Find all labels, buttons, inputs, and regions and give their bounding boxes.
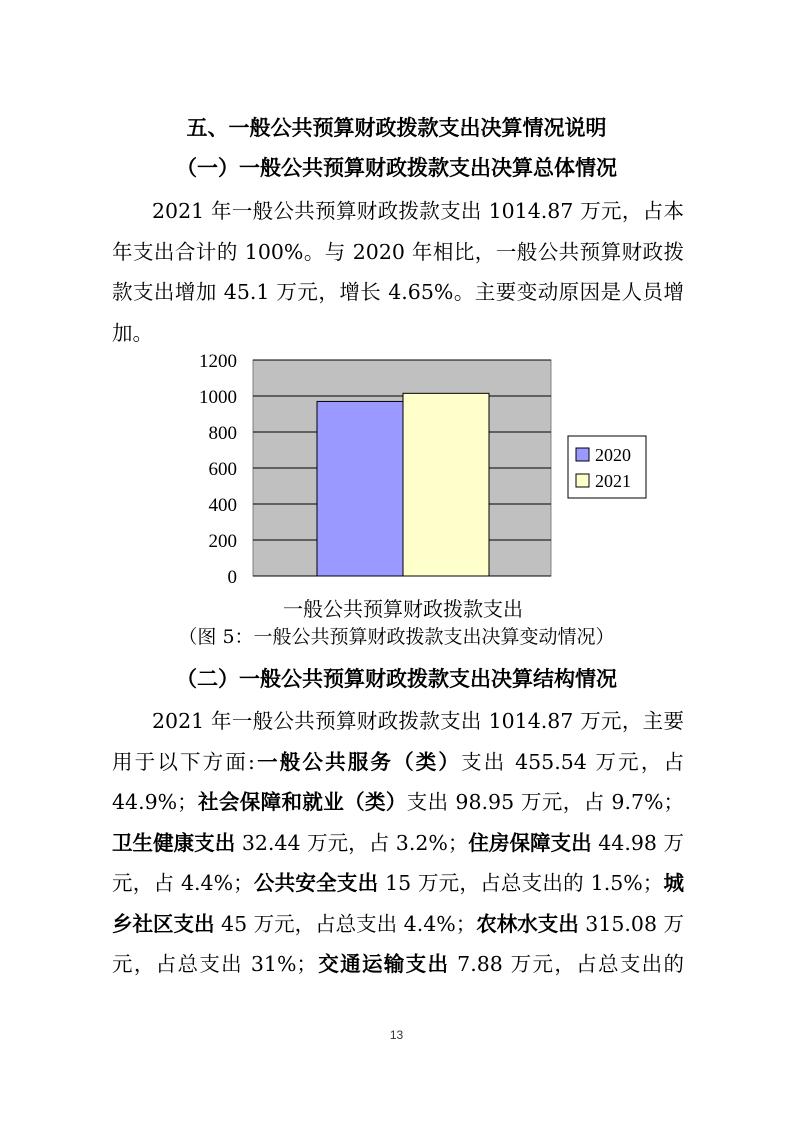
legend-label: 2021 [595,471,631,491]
subsection-title-overall: （一）一般公共预算财政拨款支出决算总体情况 [176,155,617,180]
paragraph-line [112,782,684,823]
section-title: 五、一般公共预算财政拨款支出决算情况说明 [186,115,607,140]
paragraph-line [112,944,684,985]
y-tick-label: 800 [208,423,237,444]
subsection-title-structure: （二）一般公共预算财政拨款支出决算结构情况 [176,666,617,691]
paragraph-line: 加。 [112,320,153,345]
paragraph-line [112,904,684,945]
text-run: 元，占 4.4%； [112,871,254,895]
text-run: 45 万元，占总支出 4.4%； [214,911,477,936]
chart-x-label: 一般公共预算财政拨款支出 [283,597,523,621]
figure-caption: （图 5：一般公共预算财政拨款支出决算变动情况） [178,626,615,648]
category-label: 卫生健康支出 [112,830,236,855]
text-run: 15 万元，占总支出的 1.5%； [378,871,664,895]
text-run: 315.08 万 [578,911,685,936]
legend [568,436,646,498]
text-run: 元，占总支出 31%； [112,952,317,976]
paragraph-structure [112,701,684,985]
text-run: 支出 455.54 万元，占 [461,749,685,774]
text-run: 44.98 万 [591,830,685,855]
paragraph-overall [112,191,684,353]
category-label: 城 [663,871,685,895]
text-run: 用于以下方面: [112,749,255,774]
legend-swatch [576,448,589,461]
text-run: 7.88 万元，占总支出的 [449,952,684,976]
paragraph-line [112,823,684,864]
category-label: 一般公共服务（类） [254,749,462,774]
y-tick-label: 200 [208,531,237,552]
category-label: 社会保障和就业（类） [197,790,407,814]
paragraph-line [112,742,684,783]
text-run: 支出 98.95 万元，占 9.7%； [406,790,684,814]
bar-2021 [403,393,489,576]
paragraph-line: 年支出合计的 100%。与 2020 年相比，一般公共预算财政拨 [112,239,684,264]
paragraph-line [112,863,684,904]
y-tick-label: 1200 [199,351,237,372]
legend-label: 2020 [595,445,631,465]
text-run: 44.9%； [112,790,198,814]
bar-chart [180,348,660,593]
bar-2020 [317,401,403,576]
text-run: 32.44 万元，占 3.2%； [235,830,469,855]
category-label: 住房保障支出 [468,830,592,855]
paragraph-line: 款支出增加 45.1 万元，增长 4.65%。主要变动原因是人员增 [112,280,684,304]
page-number: 13 [389,1028,404,1042]
paragraph-line: 2021 年一般公共预算财政拨款支出 1014.87 万元，主要 [152,709,684,733]
category-label: 交通运输支出 [316,952,450,976]
category-label: 公共安全支出 [253,871,379,895]
y-tick-label: 1000 [199,387,237,408]
category-label: 乡社区支出 [112,911,215,936]
bars [317,393,489,576]
y-axis-ticks [199,351,237,588]
y-tick-label: 0 [227,567,237,588]
paragraph-line: 2021 年一般公共预算财政拨款支出 1014.87 万元，占本 [152,199,684,223]
y-tick-label: 600 [208,459,237,480]
legend-swatch [576,474,589,487]
category-label: 农林水支出 [476,911,579,936]
y-tick-label: 400 [208,495,237,516]
